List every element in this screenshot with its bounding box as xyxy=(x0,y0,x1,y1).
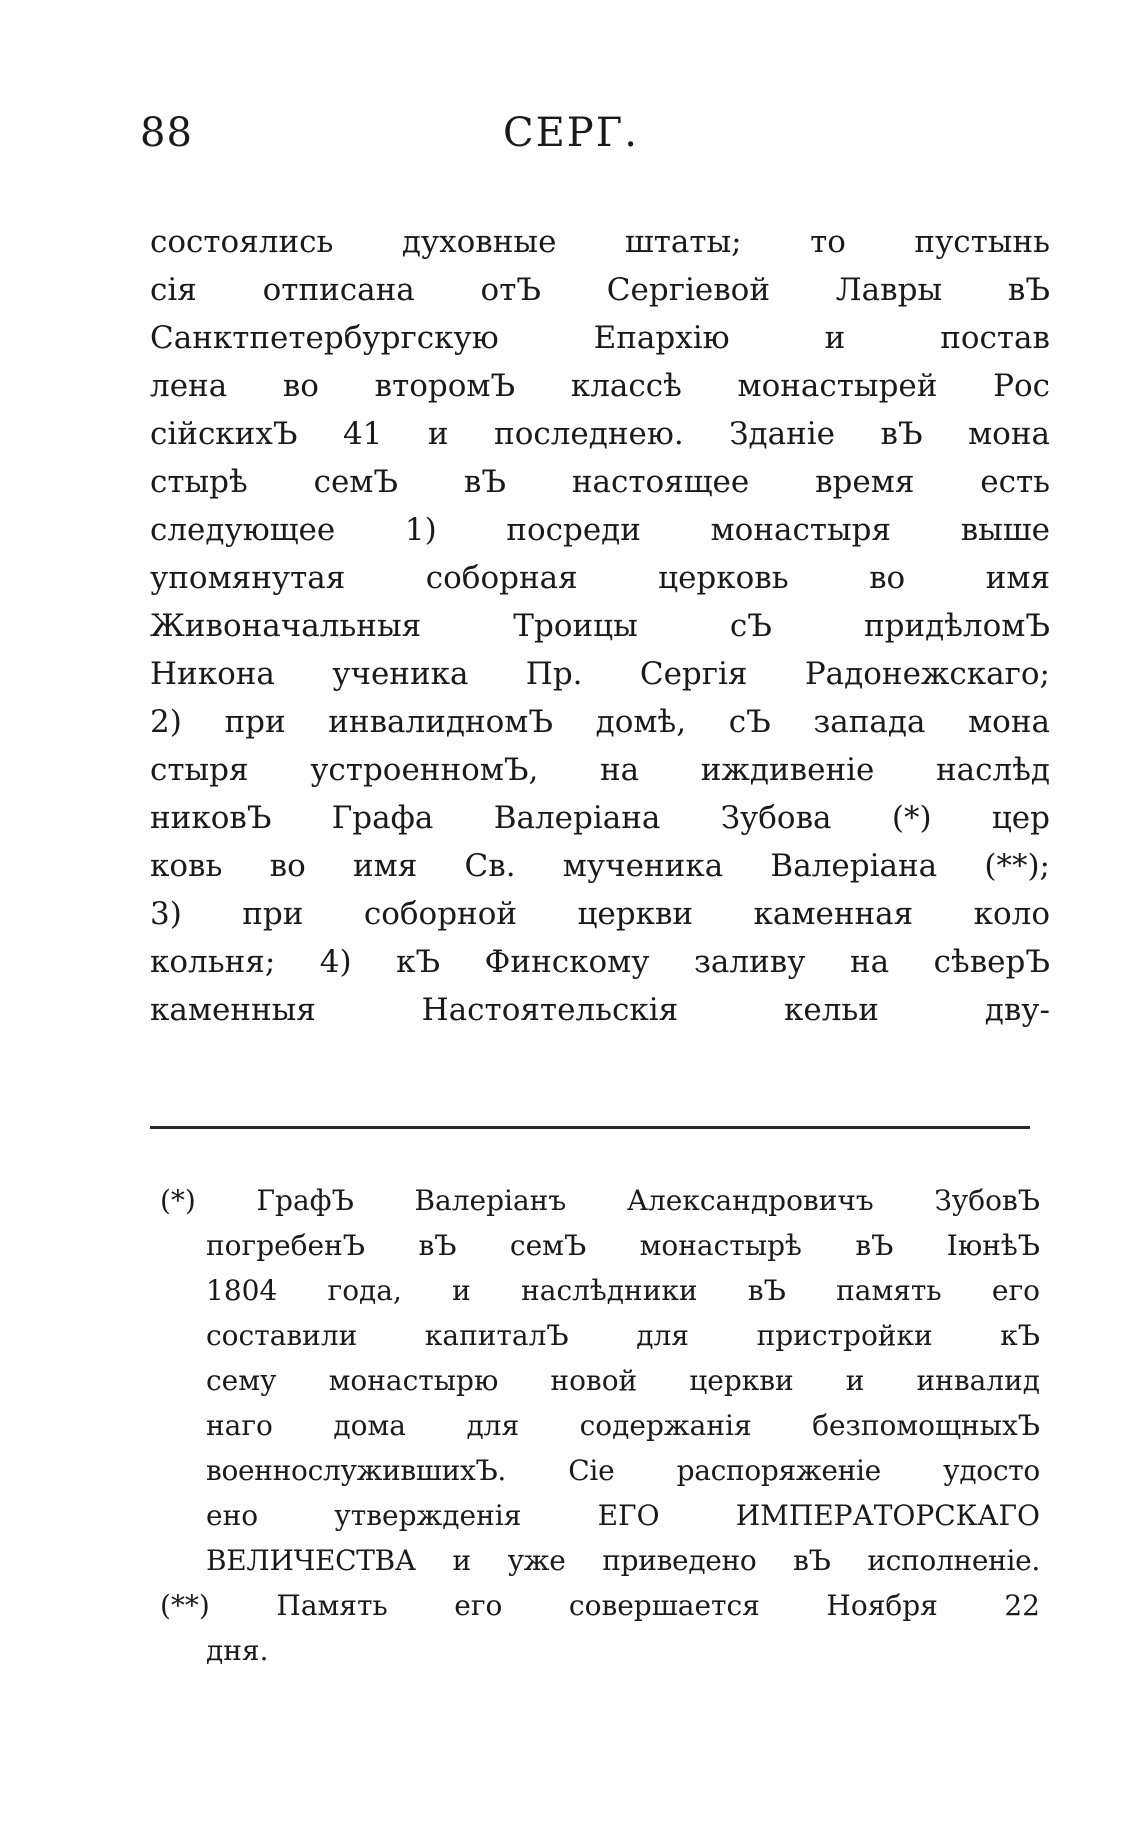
text-line: стырѣ семЪ вЪ настоящее время есть xyxy=(150,464,1050,500)
footnotes-block xyxy=(160,1178,1040,1673)
running-head: СЕРГ. xyxy=(503,110,639,156)
page-number: 88 xyxy=(140,110,193,156)
text-line: состоялись духовные штаты; то пустынь xyxy=(150,224,1050,260)
footnote-line: (**) Память его совершается Ноября 22 xyxy=(160,1589,1040,1622)
main-text-block xyxy=(150,218,1050,1034)
text-line: ковь во имя Св. мученика Валеріана (**); xyxy=(150,848,1050,884)
text-line: 3) при соборной церкви каменная коло xyxy=(150,896,1050,932)
footnote-line: сему монастырю новой церкви и инвалид xyxy=(206,1364,1040,1397)
text-line: сійскихЪ 41 и последнею. Зданіе вЪ мона xyxy=(150,416,1050,452)
text-line: упомянутая соборная церковь во имя xyxy=(150,560,1050,596)
text-line: кольня; 4) кЪ Финскому заливу на сѣверЪ xyxy=(150,944,1050,980)
footnote-line: (*) ГрафЪ Валеріанъ Александровичъ ЗубовЪ xyxy=(160,1184,1040,1217)
footnote-divider xyxy=(150,1126,1030,1129)
text-line: лена во второмЪ классѣ монастырей Рос xyxy=(150,368,1050,404)
footnote-line: ено утвержденія ЕГО ИМПЕРАТОРСКАГО xyxy=(206,1499,1040,1532)
text-line: стыря устроенномЪ, на иждивеніе наслѣд xyxy=(150,752,1050,788)
text-line: никовЪ Графа Валеріана Зубова (*) цер xyxy=(150,800,1050,836)
footnote-line: ВЕЛИЧЕСТВА и уже приведено вЪ исполненіе. xyxy=(206,1544,1040,1577)
text-line: Живоначальныя Троицы сЪ придѣломЪ xyxy=(150,608,1050,644)
text-line: 2) при инвалидномЪ домѣ, сЪ запада мона xyxy=(150,704,1050,740)
footnote-line: составили капиталЪ для пристройки кЪ xyxy=(206,1319,1040,1352)
text-line: сія отписана отЪ Сергіевой Лавры вЪ xyxy=(150,272,1050,308)
text-line: Никона ученика Пр. Сергія Радонежскаго; xyxy=(150,656,1050,692)
footnote-line: погребенЪ вЪ семЪ монастырѣ вЪ ІюнѣЪ xyxy=(206,1229,1040,1262)
page-header xyxy=(140,110,1040,170)
footnote-line: военнослужившихЪ. Сіе распоряженіе удосто xyxy=(206,1454,1040,1487)
footnote-line: наго дома для содержанія безпомощныхЪ xyxy=(206,1409,1040,1442)
footnote-line: дня. xyxy=(206,1634,269,1667)
footnote-line: 1804 года, и наслѣдники вЪ память его xyxy=(206,1274,1040,1307)
text-line: Санктпетербургскую Епархію и постав xyxy=(150,320,1050,356)
text-line: следующее 1) посреди монастыря выше xyxy=(150,512,1050,548)
text-line: каменныя Настоятельскія кельи дву- xyxy=(150,992,1050,1028)
